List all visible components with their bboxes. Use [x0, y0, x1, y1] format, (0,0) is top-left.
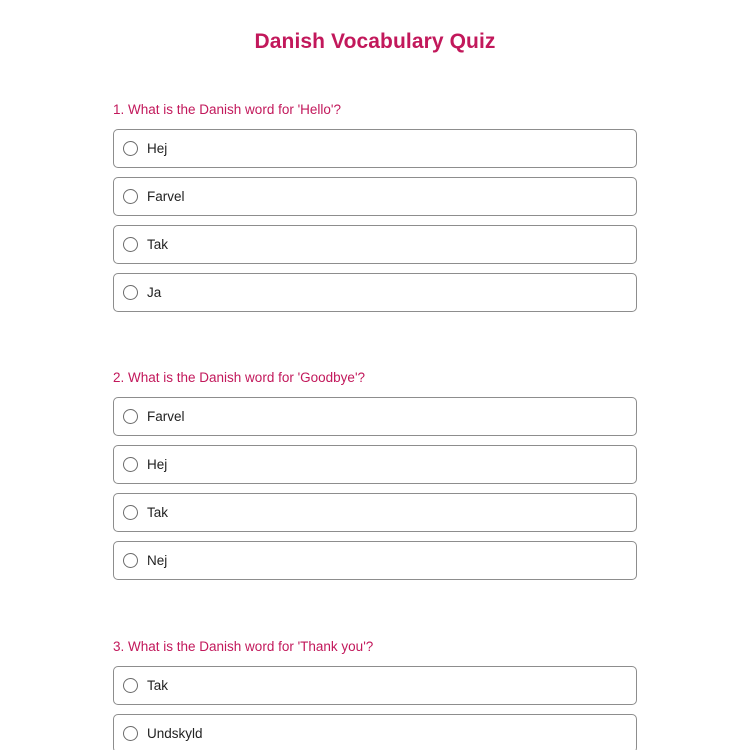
- question-text: 2. What is the Danish word for 'Goodbye'?: [113, 370, 366, 385]
- option-label: Tak: [147, 505, 169, 520]
- option-label: Undskyld: [147, 726, 203, 741]
- radio-button[interactable]: [123, 553, 138, 568]
- option-label: Tak: [147, 678, 169, 693]
- option-label: Nej: [147, 553, 168, 568]
- option-label: Hej: [147, 141, 168, 156]
- option-label: Hej: [147, 457, 168, 472]
- page-title: Danish Vocabulary Quiz: [254, 30, 496, 53]
- option-label: Ja: [147, 285, 162, 300]
- radio-button[interactable]: [123, 141, 138, 156]
- option-farvel[interactable]: [113, 397, 637, 436]
- radio-button[interactable]: [123, 726, 138, 741]
- option-hej[interactable]: [113, 445, 637, 484]
- option-hej[interactable]: [113, 129, 637, 168]
- question-1: [113, 100, 637, 321]
- radio-button[interactable]: [123, 409, 138, 424]
- radio-button[interactable]: [123, 457, 138, 472]
- option-ja[interactable]: [113, 273, 637, 312]
- option-tak[interactable]: [113, 666, 637, 705]
- option-label: Farvel: [147, 409, 185, 424]
- option-farvel[interactable]: [113, 177, 637, 216]
- question-3: [113, 637, 637, 750]
- option-label: Tak: [147, 237, 169, 252]
- option-tak[interactable]: [113, 493, 637, 532]
- option-undskyld[interactable]: [113, 714, 637, 750]
- radio-button[interactable]: [123, 237, 138, 252]
- question-text: 1. What is the Danish word for 'Hello'?: [113, 102, 342, 117]
- option-tak[interactable]: [113, 225, 637, 264]
- option-label: Farvel: [147, 189, 185, 204]
- option-nej[interactable]: [113, 541, 637, 580]
- radio-button[interactable]: [123, 285, 138, 300]
- question-text: 3. What is the Danish word for 'Thank you'?: [113, 639, 374, 654]
- question-2: [113, 368, 637, 589]
- radio-button[interactable]: [123, 505, 138, 520]
- radio-button[interactable]: [123, 189, 138, 204]
- radio-button[interactable]: [123, 678, 138, 693]
